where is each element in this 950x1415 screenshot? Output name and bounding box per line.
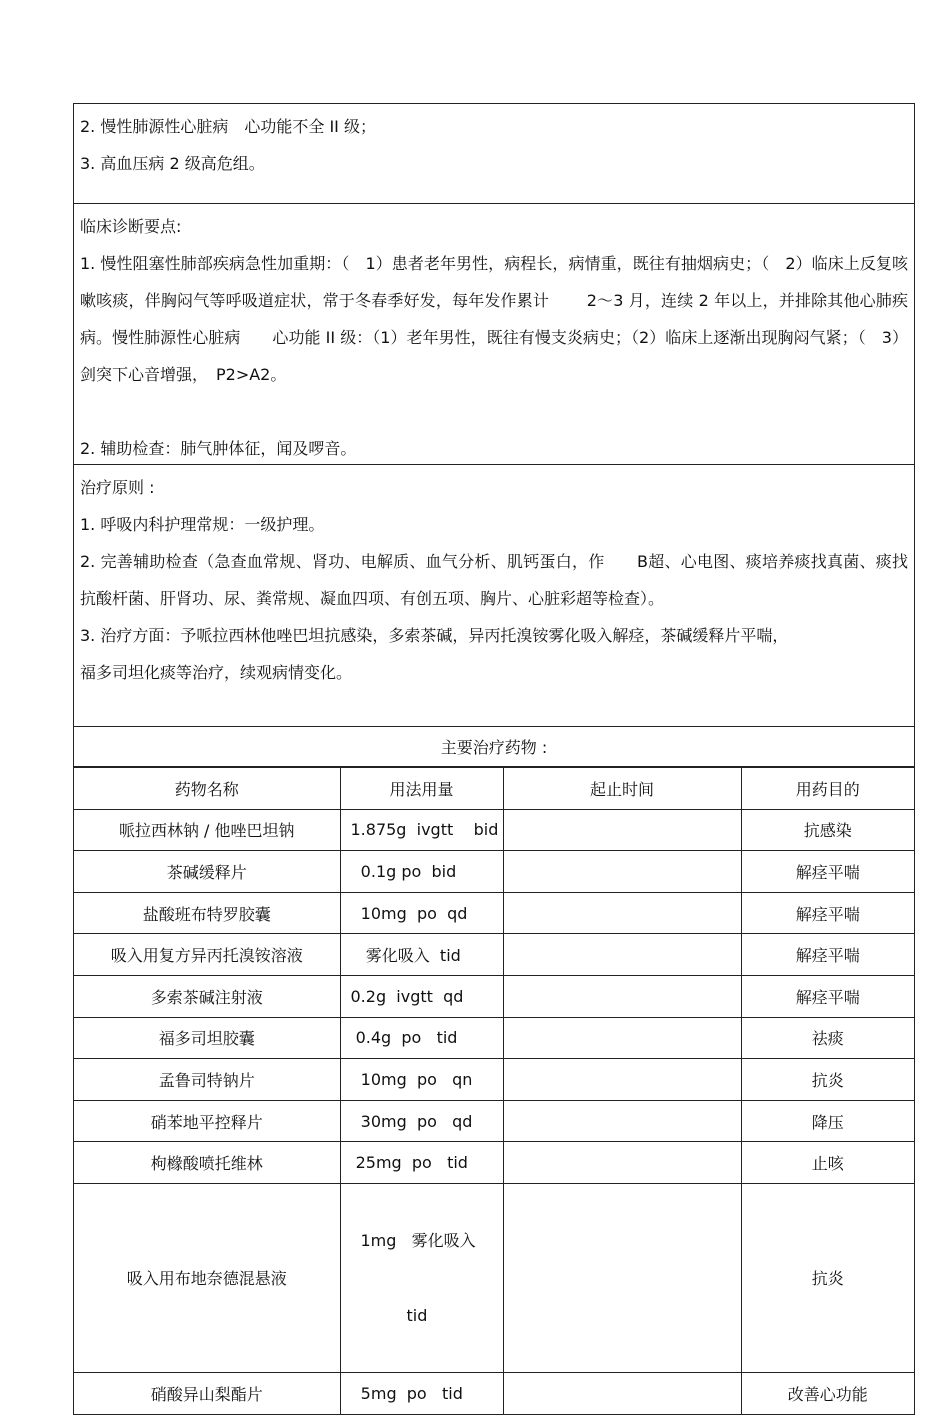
- medical-record-frame: [73, 103, 915, 1415]
- drug-purpose: 抗感染: [741, 809, 914, 851]
- drug-purpose: 祛痰: [741, 1017, 914, 1059]
- table-row: [74, 934, 914, 976]
- drug-dose-line-1: 1mg 雾化吸入: [360, 1230, 476, 1250]
- drug-name: 硝苯地平控释片: [74, 1100, 340, 1142]
- drug-period: [503, 975, 741, 1017]
- treatment-item-3-line-2: 福多司坦化痰等治疗，续观病情变化。: [80, 663, 353, 682]
- drug-table-title: 主要治疗药物 :: [74, 727, 914, 767]
- drug-dose-line-2: tid: [406, 1305, 428, 1325]
- drug-purpose: 止咳: [741, 1142, 914, 1184]
- header-period: 起止时间: [503, 768, 741, 810]
- clinical-point-2: 2. 辅助检查：肺气肿体征，闻及啰音。: [80, 439, 357, 458]
- drug-period: [503, 851, 741, 893]
- drug-dose: 30mg po qd: [340, 1100, 503, 1142]
- drug-dose: 5mg po tid: [340, 1372, 503, 1414]
- table-row: [74, 809, 914, 851]
- clinical-point-1: 1. 慢性阻塞性肺部疾病急性加重期：（ 1）患者老年男性，病程长，病情重，既往有抽烟病史；（ 2）临床上反复咳嗽咳痰，伴胸闷气等呼吸道症状，常于冬春季好发，每年发作累计 2～3 月，连续 2 年以上，并排除其他心肺疾病。慢性肺源性心脏病 心功能 II 级：（1）老年男性，既往有慢支炎病史；（2）临床上逐渐出现胸闷气紧；（ 3）剑突下心音增强， P2>A2。: [80, 254, 908, 384]
- drug-table-header-row: [74, 768, 914, 810]
- treatment-item-1: 1. 呼吸内科护理常规：一级护理。: [80, 515, 325, 534]
- drug-dose: 25mg po tid: [340, 1142, 503, 1184]
- table-row: [74, 1142, 914, 1184]
- drug-period: [503, 1372, 741, 1414]
- drug-purpose: 降压: [741, 1100, 914, 1142]
- drug-period: [503, 1017, 741, 1059]
- header-drug-name: 药物名称: [74, 768, 340, 810]
- drug-dose: 1.875g ivgtt bid: [340, 809, 503, 851]
- drug-dose: 10mg po qd: [340, 892, 503, 934]
- drug-period: [503, 934, 741, 976]
- diagnosis-line-3: 3. 高血压病 2 级高危组。: [80, 154, 265, 173]
- table-row: [74, 1372, 914, 1414]
- drug-name: 孟鲁司特钠片: [74, 1059, 340, 1101]
- treatment-principles-section: [74, 465, 914, 727]
- treatment-item-2: 2. 完善辅助检查（急查血常规、肾功、电解质、血气分析、肌钙蛋白，作 B超、心电图、痰培养痰找真菌、痰找抗酸杆菌、肝肾功、尿、粪常规、凝血四项、有创五项、胸片、心脏彩超等检查）。: [80, 552, 908, 608]
- drug-dose: 0.1g po bid: [340, 851, 503, 893]
- clinical-points-section: [74, 204, 914, 465]
- drug-dose: 雾化吸入 tid: [340, 934, 503, 976]
- table-row: [74, 851, 914, 893]
- drug-table: [74, 767, 914, 1415]
- drug-period: [503, 1100, 741, 1142]
- drug-name: 枸橼酸喷托维林: [74, 1142, 340, 1184]
- header-purpose: 用药目的: [741, 768, 914, 810]
- drug-name: 多索茶碱注射液: [74, 975, 340, 1017]
- table-row: [74, 1100, 914, 1142]
- drug-period: [503, 892, 741, 934]
- drug-dose: 0.2g ivgtt qd: [340, 975, 503, 1017]
- drug-name: 吸入用复方异丙托溴铵溶液: [74, 934, 340, 976]
- drug-purpose: 解痉平喘: [741, 975, 914, 1017]
- drug-purpose: 解痉平喘: [741, 851, 914, 893]
- drug-dose: 0.4g po tid: [340, 1017, 503, 1059]
- drug-dose: [340, 1183, 503, 1372]
- table-row: [74, 1183, 914, 1372]
- drug-name: 福多司坦胶囊: [74, 1017, 340, 1059]
- drug-purpose: 抗炎: [741, 1183, 914, 1372]
- clinical-points-heading: 临床诊断要点:: [80, 217, 182, 236]
- drug-purpose: 抗炎: [741, 1059, 914, 1101]
- drug-purpose: 解痉平喘: [741, 934, 914, 976]
- drug-name: 哌拉西林钠 / 他唑巴坦钠: [74, 809, 340, 851]
- drug-period: [503, 809, 741, 851]
- table-row: [74, 1059, 914, 1101]
- drug-period: [503, 1183, 741, 1372]
- drug-purpose: 解痉平喘: [741, 892, 914, 934]
- drug-name: 吸入用布地奈德混悬液: [74, 1183, 340, 1372]
- drug-period: [503, 1142, 741, 1184]
- table-row: [74, 892, 914, 934]
- table-row: [74, 1017, 914, 1059]
- table-row: [74, 975, 914, 1017]
- drug-purpose: 改善心功能: [741, 1372, 914, 1414]
- drug-period: [503, 1059, 741, 1101]
- diagnosis-section: [74, 104, 914, 204]
- drug-name: 盐酸班布特罗胶囊: [74, 892, 340, 934]
- treatment-item-3-line-1: 3. 治疗方面：予哌拉西林他唑巴坦抗感染，多索茶碱，异丙托溴铵雾化吸入解痉，茶碱缓释片平喘，: [80, 626, 789, 645]
- drug-name: 硝酸异山梨酯片: [74, 1372, 340, 1414]
- drug-name: 茶碱缓释片: [74, 851, 340, 893]
- header-dosage: 用法用量: [340, 768, 503, 810]
- treatment-heading: 治疗原则 :: [80, 478, 155, 497]
- diagnosis-line-2: 2. 慢性肺源性心脏病 心功能不全 II 级；: [80, 117, 376, 136]
- drug-dose: 10mg po qn: [340, 1059, 503, 1101]
